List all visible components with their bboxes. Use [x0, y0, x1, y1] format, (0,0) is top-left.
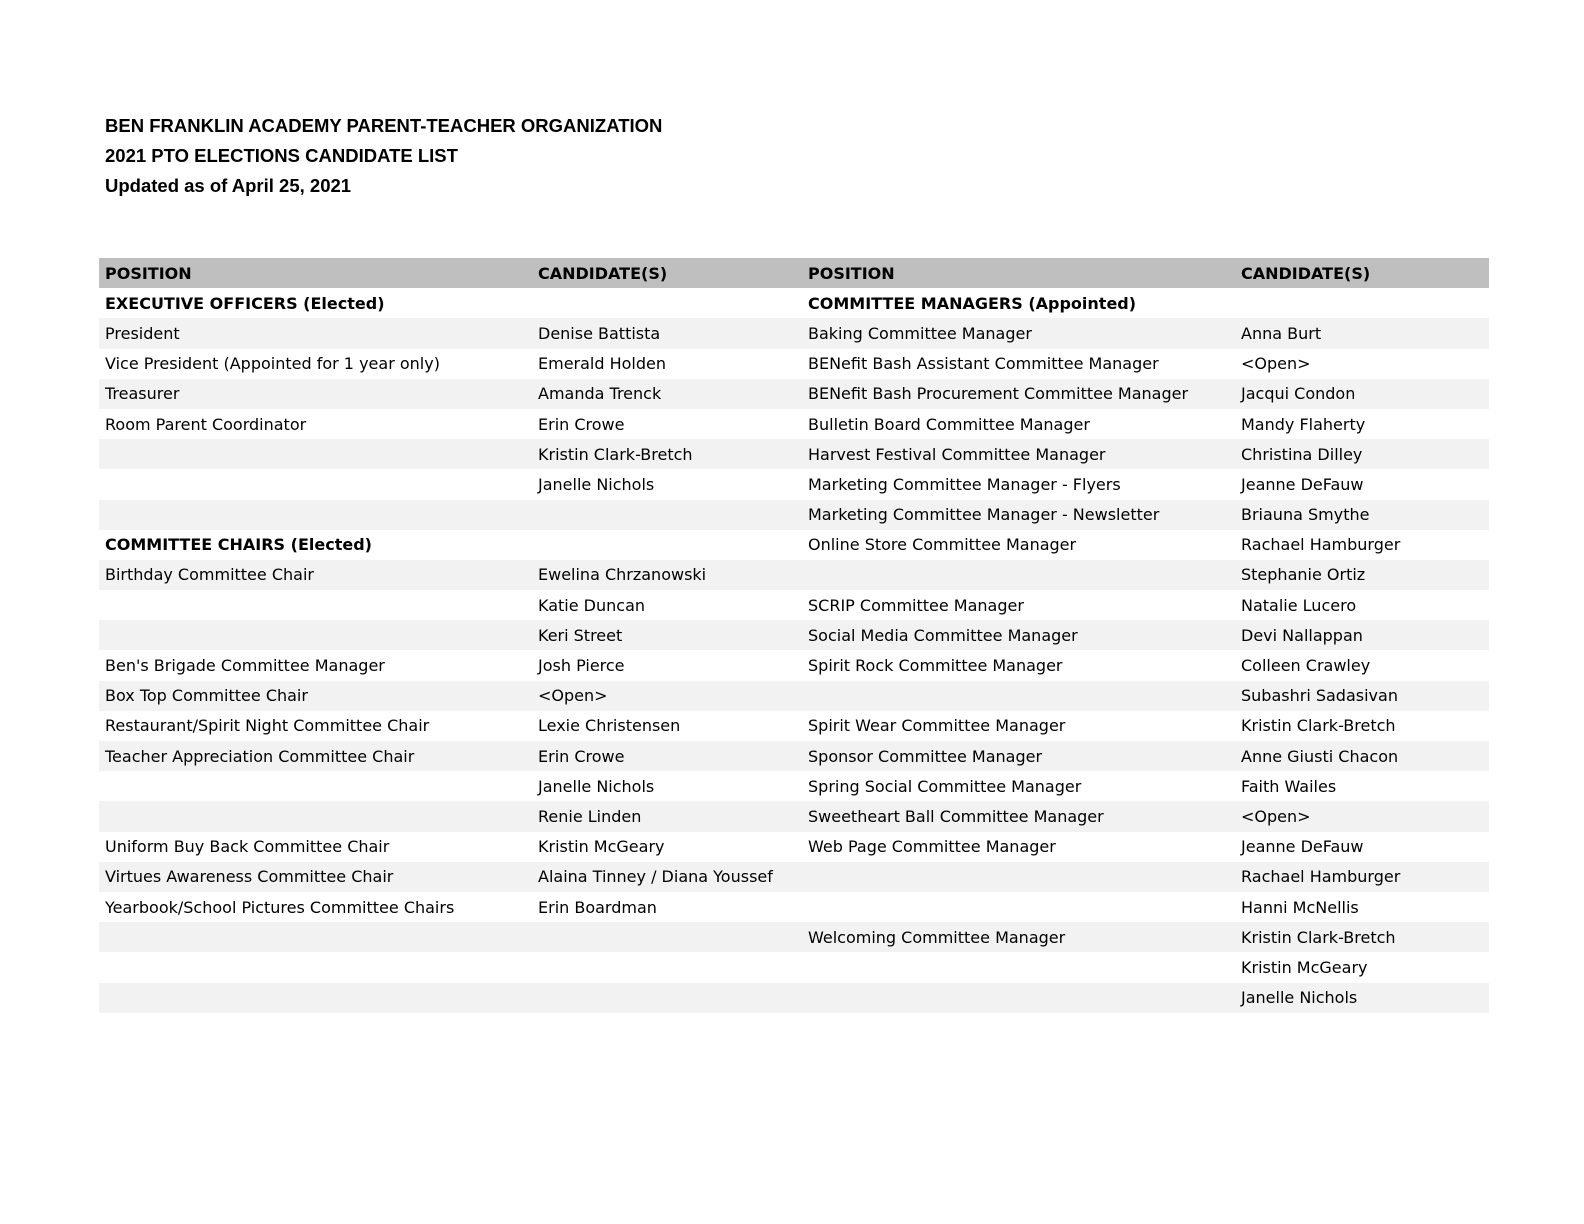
position-cell: Marketing Committee Manager - Newsletter — [808, 505, 1160, 525]
candidate-cell: Devi Nallappan — [1241, 625, 1363, 645]
candidate-cell: Katie Duncan — [538, 595, 646, 615]
table-row — [99, 771, 1489, 801]
table-row — [99, 681, 1489, 711]
candidate-cell: Briauna Smythe — [1241, 505, 1370, 525]
position-cell: Marketing Committee Manager - Flyers — [808, 474, 1121, 494]
table-row — [99, 409, 1489, 439]
table-row — [99, 862, 1489, 892]
candidate-cell: <Open> — [1241, 806, 1311, 826]
candidate-cell: Kristin McGeary — [1241, 957, 1368, 977]
table-row — [99, 741, 1489, 771]
position-cell: Virtues Awareness Committee Chair — [105, 867, 394, 887]
position-cell: SCRIP Committee Manager — [808, 595, 1024, 615]
column-header-candidates: CANDIDATE(S) — [538, 263, 668, 283]
table-header-row — [99, 258, 1489, 288]
position-cell: Teacher Appreciation Committee Chair — [105, 746, 415, 766]
table-row — [99, 711, 1489, 741]
position-cell: Spirit Wear Committee Manager — [808, 716, 1066, 736]
position-cell: Restaurant/Spirit Night Committee Chair — [105, 716, 430, 736]
candidate-cell: Jacqui Condon — [1241, 384, 1356, 404]
candidate-cell: Faith Wailes — [1241, 776, 1337, 796]
position-cell: Online Store Committee Manager — [808, 535, 1077, 555]
position-cell: Ben's Brigade Committee Manager — [105, 656, 385, 676]
candidate-cell: Colleen Crawley — [1241, 656, 1371, 676]
candidate-cell: Josh Pierce — [538, 656, 625, 676]
table-row — [99, 560, 1489, 590]
position-cell: Welcoming Committee Manager — [808, 927, 1066, 947]
list-title: 2021 PTO ELECTIONS CANDIDATE LIST — [105, 145, 458, 166]
position-cell: Spirit Rock Committee Manager — [808, 656, 1063, 676]
position-cell: Spring Social Committee Manager — [808, 776, 1082, 796]
section-heading: COMMITTEE MANAGERS (Appointed) — [808, 293, 1137, 313]
table-row — [99, 349, 1489, 379]
table-row — [99, 952, 1489, 982]
candidate-cell: Kristin McGeary — [538, 837, 665, 857]
table-row — [99, 650, 1489, 680]
position-cell: Web Page Committee Manager — [808, 837, 1056, 857]
candidate-cell: <Open> — [1241, 354, 1311, 374]
column-header-candidates: CANDIDATE(S) — [1241, 263, 1371, 283]
candidate-cell: Renie Linden — [538, 806, 642, 826]
candidate-cell: Erin Crowe — [538, 414, 625, 434]
position-cell: BENefit Bash Assistant Committee Manager — [808, 354, 1159, 374]
table-row — [99, 620, 1489, 650]
candidate-cell: Janelle Nichols — [538, 776, 655, 796]
position-cell: Treasurer — [105, 384, 180, 404]
position-cell: Baking Committee Manager — [808, 323, 1032, 343]
table-row — [99, 288, 1489, 318]
candidate-cell: Mandy Flaherty — [1241, 414, 1366, 434]
candidate-cell: Christina Dilley — [1241, 444, 1363, 464]
table-row — [99, 439, 1489, 469]
candidate-cell: Keri Street — [538, 625, 623, 645]
column-header-position: POSITION — [105, 263, 192, 283]
candidate-cell: Emerald Holden — [538, 354, 667, 374]
candidate-cell: Rachael Hamburger — [1241, 535, 1401, 555]
candidate-cell: Natalie Lucero — [1241, 595, 1357, 615]
candidate-cell: Jeanne DeFauw — [1241, 474, 1364, 494]
column-header-position: POSITION — [808, 263, 895, 283]
table-row — [99, 318, 1489, 348]
org-title: BEN FRANKLIN ACADEMY PARENT-TEACHER ORGANIZATION — [105, 115, 663, 136]
candidate-cell: Kristin Clark-Bretch — [538, 444, 693, 464]
candidate-cell: Jeanne DeFauw — [1241, 837, 1364, 857]
candidate-cell: <Open> — [538, 686, 608, 706]
table-row — [99, 530, 1489, 560]
candidate-cell: Janelle Nichols — [1241, 988, 1358, 1008]
position-cell: Uniform Buy Back Committee Chair — [105, 837, 390, 857]
position-cell: BENefit Bash Procurement Committee Manager — [808, 384, 1189, 404]
candidate-cell: Lexie Christensen — [538, 716, 681, 736]
position-cell: Yearbook/School Pictures Committee Chairs — [105, 897, 455, 917]
table-row — [99, 469, 1489, 499]
candidate-cell: Kristin Clark-Bretch — [1241, 716, 1396, 736]
candidate-cell: Ewelina Chrzanowski — [538, 565, 707, 585]
candidate-cell: Subashri Sadasivan — [1241, 686, 1398, 706]
position-cell: Harvest Festival Committee Manager — [808, 444, 1106, 464]
position-cell: Sweetheart Ball Committee Manager — [808, 806, 1104, 826]
candidate-cell: Erin Boardman — [538, 897, 657, 917]
document-header — [105, 111, 662, 201]
position-cell: Bulletin Board Committee Manager — [808, 414, 1090, 434]
position-cell: Sponsor Committee Manager — [808, 746, 1043, 766]
table-row — [99, 832, 1489, 862]
section-heading: COMMITTEE CHAIRS (Elected) — [105, 535, 372, 555]
table-body — [99, 288, 1489, 1013]
position-cell: President — [105, 323, 180, 343]
table-row — [99, 590, 1489, 620]
table-row — [99, 983, 1489, 1013]
position-cell: Room Parent Coordinator — [105, 414, 307, 434]
table-row — [99, 500, 1489, 530]
table-row — [99, 801, 1489, 831]
candidate-cell: Stephanie Ortiz — [1241, 565, 1366, 585]
candidate-cell: Anna Burt — [1241, 323, 1322, 343]
position-cell: Social Media Committee Manager — [808, 625, 1078, 645]
candidate-cell: Amanda Trenck — [538, 384, 662, 404]
candidate-cell: Hanni McNellis — [1241, 897, 1359, 917]
candidate-table — [99, 258, 1489, 1013]
candidate-cell: Erin Crowe — [538, 746, 625, 766]
candidate-cell: Janelle Nichols — [538, 474, 655, 494]
candidate-cell: Rachael Hamburger — [1241, 867, 1401, 887]
candidate-cell: Kristin Clark-Bretch — [1241, 927, 1396, 947]
candidate-cell: Alaina Tinney / Diana Youssef — [538, 867, 773, 887]
table-row — [99, 379, 1489, 409]
position-cell: Box Top Committee Chair — [105, 686, 308, 706]
table-row — [99, 922, 1489, 952]
updated-date: Updated as of April 25, 2021 — [105, 175, 352, 196]
candidate-cell: Anne Giusti Chacon — [1241, 746, 1399, 766]
candidate-cell: Denise Battista — [538, 323, 661, 343]
position-cell: Vice President (Appointed for 1 year only) — [105, 354, 440, 374]
section-heading: EXECUTIVE OFFICERS (Elected) — [105, 293, 385, 313]
table-row — [99, 892, 1489, 922]
position-cell: Birthday Committee Chair — [105, 565, 314, 585]
